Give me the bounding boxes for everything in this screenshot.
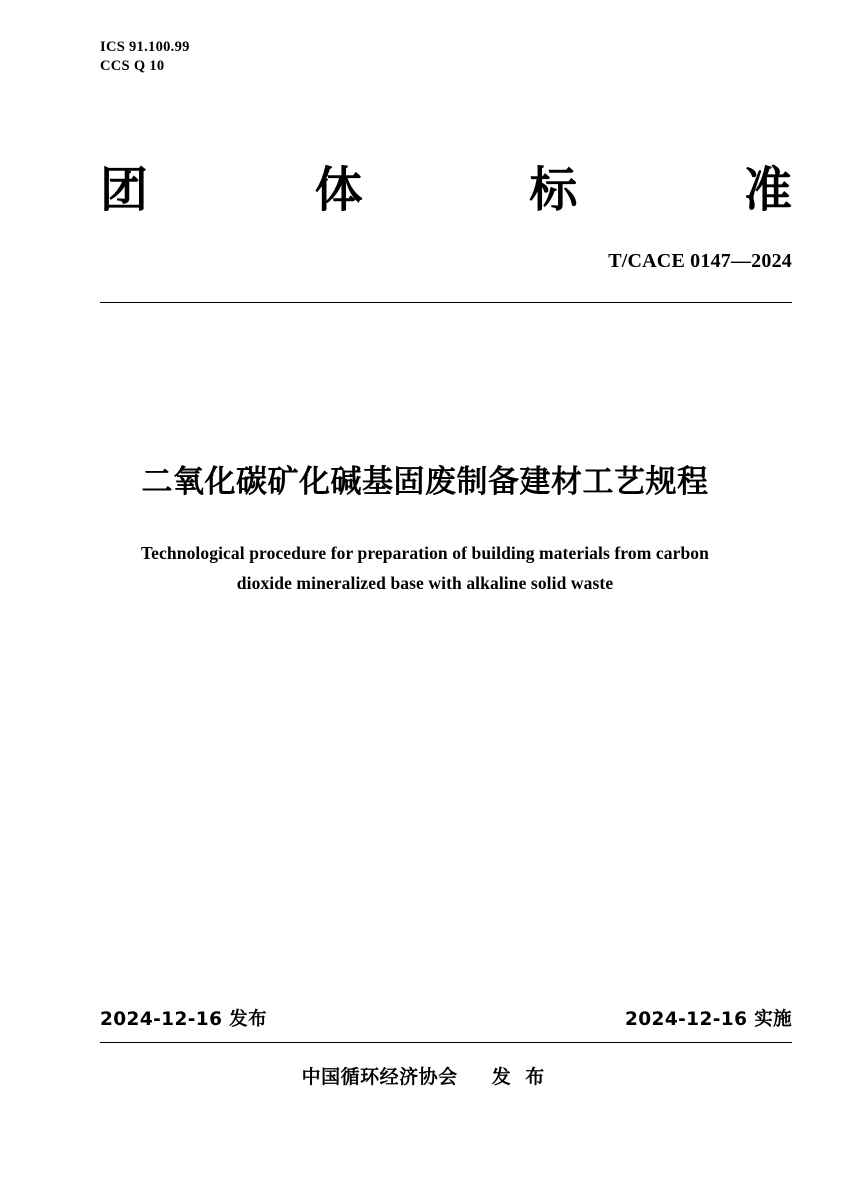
publish-label: 发 布 [491,1066,549,1088]
ccs-code: CCS Q 10 [100,58,165,74]
footer-divider [100,1042,792,1043]
heading-char-3: 标 [529,162,578,218]
standard-number: T/CACE 0147—2024 [608,250,792,272]
document-title-english-line-2: dioxide mineralized base with alkaline solid waste [236,573,614,593]
document-title-english-line-1: Technological procedure for preparation of building materials from carbon [141,543,709,563]
header-divider [100,302,792,303]
publisher-name: 中国循环经济协会 [301,1066,458,1088]
heading-char-1: 团 [100,162,149,218]
document-title-english [125,538,725,598]
standard-type-heading [100,160,792,220]
heading-char-2: 体 [314,162,363,218]
document-title-chinese: 二氧化碳矿化碱基固废制备建材工艺规程 [141,464,709,500]
issue-date: 2024-12-16 发布 [100,1009,267,1030]
ics-code: ICS 91.100.99 [100,39,190,55]
date-row [100,1005,792,1031]
heading-char-4: 准 [743,162,792,218]
classification-codes [100,38,190,76]
publisher-row [0,1062,850,1089]
implementation-date: 2024-12-16 实施 [625,1009,792,1030]
